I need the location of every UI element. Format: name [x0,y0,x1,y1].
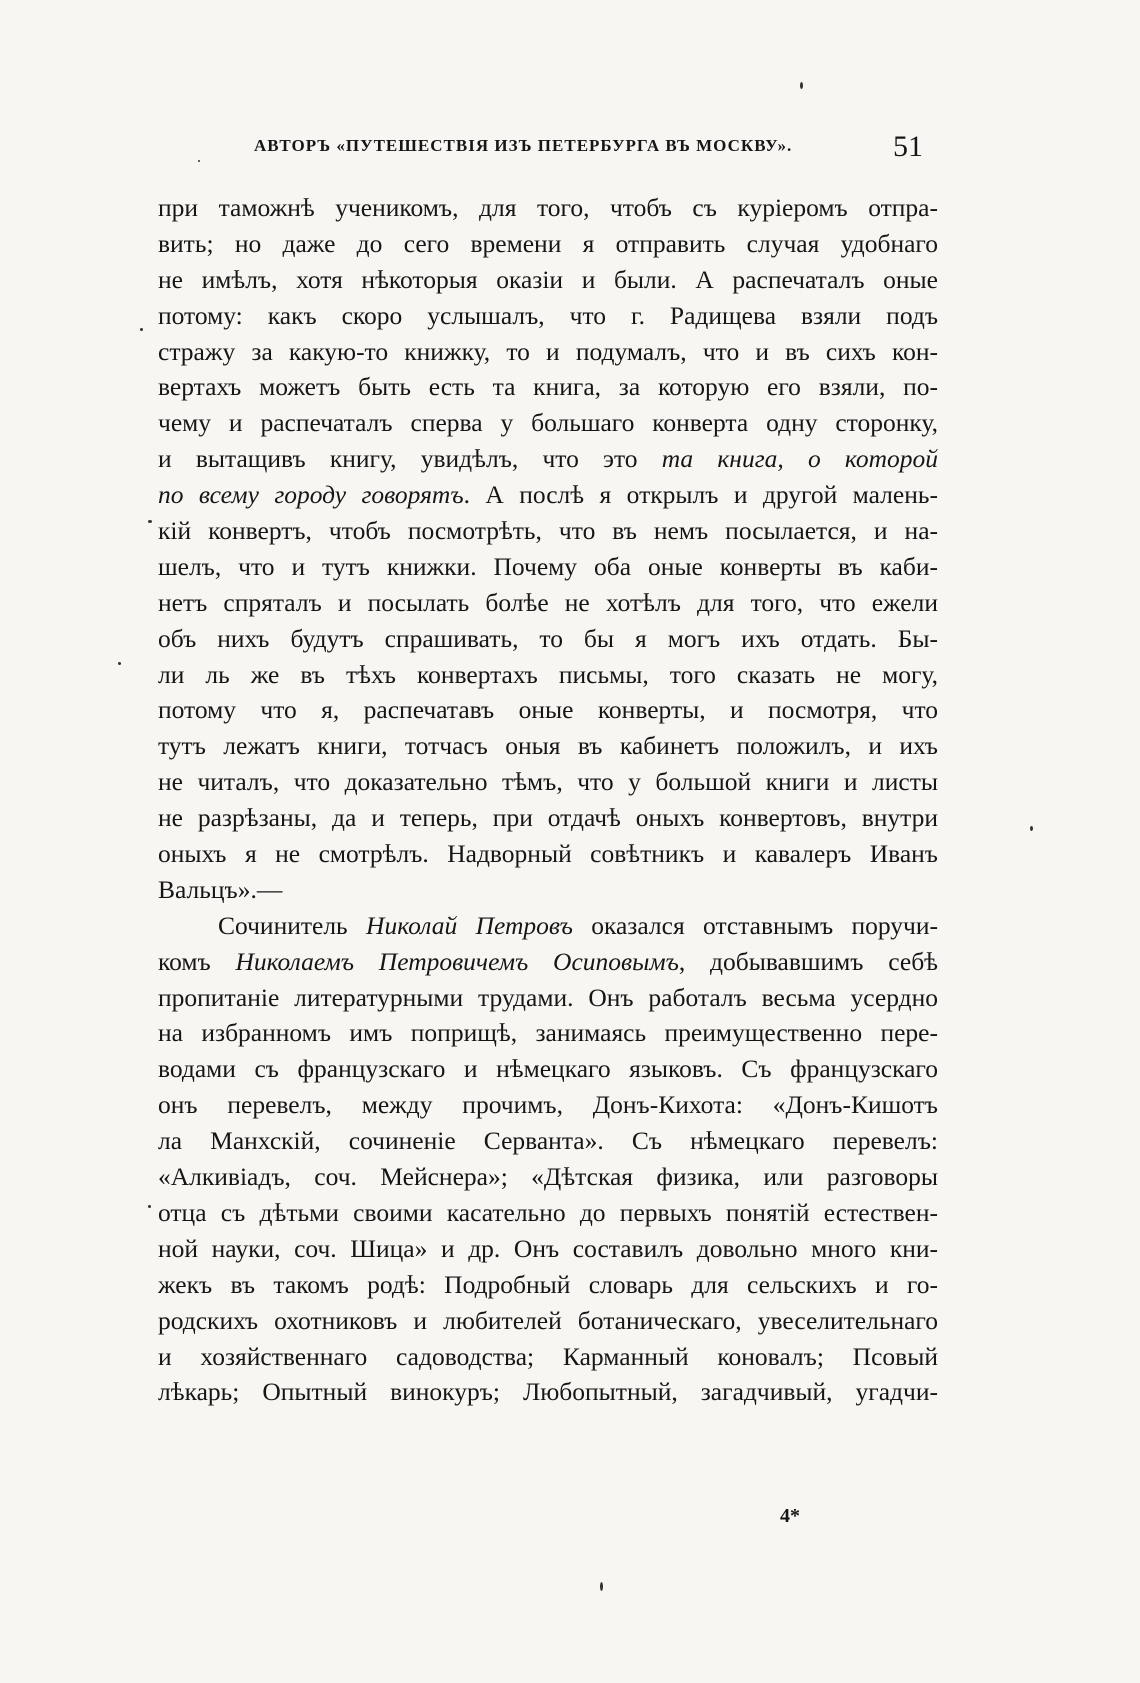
italic-text-segment: Николай Петровъ [366,910,573,940]
text-segment: водами съ французскаго и нѣмецкаго языковъ. Съ французскаго [158,1054,938,1084]
page-number: 51 [893,130,923,163]
text-line [158,585,938,621]
text-line [158,1015,938,1051]
text-line [158,944,938,980]
text-segment: родскихъ охотниковъ и любителей ботаническаго, увеселительнаго [158,1305,938,1335]
text-segment: . А послѣ я открылъ и другой малень- [463,480,938,510]
text-line [158,1339,938,1375]
text-line [158,369,938,405]
text-line [158,262,938,298]
text-segment: , добывавшимъ себѣ [678,946,939,976]
text-line [158,728,938,764]
text-segment: ной науки, соч. Шица» и др. Онъ составилъ довольно много кни- [158,1233,938,1263]
text-line [158,441,938,477]
text-segment: отца съ дѣтьми своими касательно до первыхъ понятiй естествен- [158,1197,938,1227]
text-segment: ла Манхскiй, сочиненiе Серванта». Съ нѣмецкаго перевелъ: [158,1126,938,1156]
scan-speck [118,662,121,665]
text-line [158,657,938,693]
scan-speck [600,1582,603,1591]
text-segment: ли ль же въ тѣхъ конвертахъ письмы, того сказать не могу, [158,659,938,689]
text-segment: шелъ, что и тутъ книжки. Почему оба оные конверты въ каби- [158,551,938,581]
text-segment: не читалъ, что доказательно тѣмъ, что у большой книги и листы [158,767,938,797]
text-segment: и вытащивъ книгу, увидѣлъ, что это [158,444,662,474]
text-line [158,1303,938,1339]
text-segment: тутъ лежатъ книги, тотчасъ оныя въ кабинетъ положилъ, и ихъ [158,731,938,761]
text-line [158,477,938,513]
scan-speck [800,82,803,89]
text-segment: кiй конвертъ, чтобъ посмотрѣть, что въ немъ посылается, и на- [158,516,938,546]
text-segment: не имѣлъ, хотя нѣкоторыя оказiи и были. А распечаталъ оные [158,264,938,294]
italic-text-segment: та книга, о которой [661,444,938,474]
text-segment: нетъ спряталъ и посылать болѣе не хотѣлъ для того, что ежели [158,587,938,617]
scan-speck [148,520,152,523]
text-segment: потому: какъ скоро услышалъ, что г. Радищева взяли подъ [158,300,938,330]
text-line [158,872,938,908]
text-line [158,1267,938,1303]
text-segment: потому что я, распечатавъ оные конверты, и посмотря, что [158,695,938,725]
text-line [158,190,938,226]
text-segment: вертахъ можетъ быть есть та книга, за которую его взяли, по- [158,372,938,402]
text-line [158,549,938,585]
text-segment: пропитанiе литературными трудами. Онъ работалъ весьма усердно [158,982,938,1012]
text-segment: чему и распечаталъ сперва у большаго конверта одну сторонку, [158,408,938,438]
text-line [158,226,938,262]
text-line [158,908,938,944]
text-segment: оныхъ я не смотрѣлъ. Надворный совѣтникъ и кавалеръ Иванъ [158,839,938,869]
text-segment: при таможнѣ ученикомъ, для того, чтобъ съ курiеромъ отпра- [158,193,938,222]
scan-speck [198,160,200,162]
body-text [158,190,938,1410]
text-line [158,764,938,800]
scan-speck [148,1205,151,1208]
italic-text-segment: Николаемъ Петровичемъ Осиповымъ [235,946,679,976]
scan-speck [1030,826,1033,831]
text-segment: на избранномъ имъ поприщѣ, занимаясь преимущественно пере- [158,1018,938,1048]
italic-text-segment: по всему городу говорятъ [158,480,464,510]
text-segment: онъ перевелъ, между прочимъ, Донъ-Кихота: «Донъ-Кишотъ [158,1090,938,1120]
text-line [158,1195,938,1231]
text-line [158,800,938,836]
text-line [158,298,938,334]
text-line [158,1231,938,1267]
text-segment: жекъ въ такомъ родѣ: Подробный словарь для сельскихъ и го- [158,1269,938,1299]
text-line [158,1087,938,1123]
text-line [158,1123,938,1159]
text-line [158,1051,938,1087]
text-segment: и хозяйственнаго садоводства; Карманный коновалъ; Псовый [158,1341,938,1371]
text-segment: оказался отставнымъ поручи- [572,910,939,940]
text-line [158,980,938,1016]
text-segment: лѣкарь; Опытный винокуръ; Любопытный, загадчивый, угадчи- [158,1377,938,1407]
text-segment: комъ [158,946,236,976]
text-segment: «Алкивiадъ, соч. Мейснера»; «Дѣтская физика, или разговоры [158,1162,938,1192]
running-title: АВТОРЪ «ПУТЕШЕСТВІЯ ИЗЪ ПЕТЕРБУРГА ВЪ МОСКВУ». [254,136,793,155]
text-segment: Сочинитель [218,910,367,940]
text-line [158,334,938,370]
text-line [158,1159,938,1195]
text-line [158,836,938,872]
text-segment: не разрѣзаны, да и теперь, при отдачѣ оныхъ конвертовъ, внутри [158,803,938,833]
text-line [158,1374,938,1410]
text-line [158,621,938,657]
signature-mark: 4* [780,1505,800,1527]
text-segment: стражу за какую-то книжку, то и подумалъ, что и въ сихъ кон- [158,336,938,366]
text-line [158,692,938,728]
text-segment: объ нихъ будутъ спрашивать, то бы я могъ ихъ отдать. Бы- [158,623,938,653]
text-segment: Вальцъ».— [158,874,283,904]
text-segment: вить; но даже до сего времени я отправить случая удобнаго [158,228,938,258]
scan-speck [140,328,143,331]
text-line [158,513,938,549]
text-line [158,405,938,441]
